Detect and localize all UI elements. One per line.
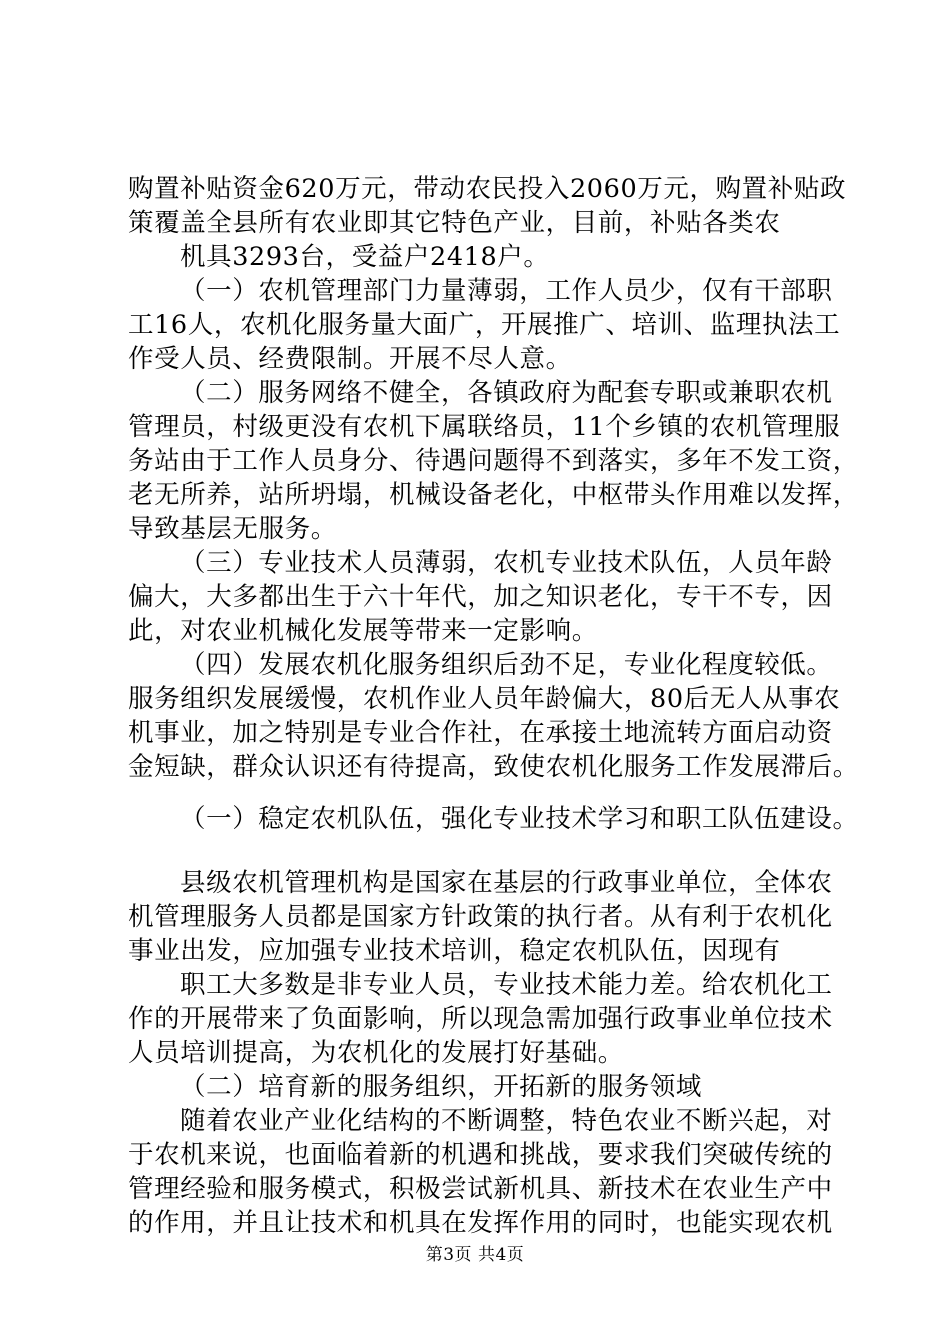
text-line-13: 偏大，大多都出生于六十年代，加之知识老化，专干不专，因 — [128, 582, 833, 612]
section-heading-2: （二）服务网络不健全，各镇政府为配套专职或兼职农机 — [180, 378, 833, 408]
section-heading-4: （四）发展农机化服务组织后劲不足，专业化程度较低。 — [180, 650, 833, 680]
text-line-28: 于农机来说，也面临着新的机遇和挑战，要求我们突破传统的 — [128, 1140, 833, 1170]
text-line-30: 的作用，并且让技术和机具在发挥作用的同时，也能实现农机 — [128, 1208, 833, 1238]
section-heading-1: （一）农机管理部门力量薄弱，工作人员少，仅有干部职 — [180, 276, 833, 306]
text-line-23: 职工大多数是非专业人员，专业技术能力差。给农机化工 — [180, 970, 833, 1000]
text-line-9: 务站由于工作人员身分、待遇问题得不到落实，多年不发工资， — [128, 446, 859, 476]
text-line-20: 县级农机管理机构是国家在基层的行政事业单位，全体农 — [180, 868, 833, 898]
text-line-2: 策覆盖全县所有农业即其它特色产业，目前，补贴各类农 — [128, 208, 781, 238]
section-heading-3: （三）专业技术人员薄弱，农机专业技术队伍，人员年龄 — [180, 548, 833, 578]
page-number-footer: 第3页 共4页 — [425, 1245, 525, 1265]
text-line-27: 随着农业产业化结构的不断调整，特色农业不断兴起，对 — [180, 1106, 833, 1136]
text-line-8: 管理员，村级更没有农机下属联络员，11个乡镇的农机管理服 — [128, 412, 841, 442]
text-line-25: 人员培训提高，为农机化的发展打好基础。 — [128, 1038, 624, 1068]
measure-heading-1: （一）稳定农机队伍，强化专业技术学习和职工队伍建设。 — [180, 804, 859, 834]
text-line-6: 作受人员、经费限制。开展不尽人意。 — [128, 344, 572, 374]
text-line-21: 机管理服务人员都是国家方针政策的执行者。从有利于农机化 — [128, 902, 833, 932]
measure-heading-2: （二）培育新的服务组织，开拓新的服务领域 — [180, 1072, 703, 1102]
text-line-22: 事业出发，应加强专业技术培训，稳定农机队伍，因现有 — [128, 936, 781, 966]
text-line-16: 服务组织发展缓慢，农机作业人员年龄偏大，80后无人从事农 — [128, 684, 841, 714]
document-body — [128, 172, 859, 1240]
text-line-5: 工16人，农机化服务量大面广，开展推广、培训、监理执法工 — [128, 310, 841, 340]
text-line-29: 管理经验和服务模式，积极尝试新机具、新技术在农业生产中 — [128, 1174, 833, 1204]
text-line-17: 机事业，加之特别是专业合作社，在承接土地流转方面启动资 — [128, 718, 833, 748]
text-line-1: 购置补贴资金620万元，带动农民投入2060万元，购置补贴政 — [128, 174, 847, 204]
text-line-18: 金短缺，群众认识还有待提高，致使农机化服务工作发展滞后。 — [128, 752, 859, 782]
text-line-14: 此，对农业机械化发展等带来一定影响。 — [128, 616, 598, 646]
text-line-10: 老无所养，站所坍塌，机械设备老化，中枢带头作用难以发挥， — [128, 480, 859, 510]
text-line-11: 导致基层无服务。 — [128, 514, 337, 544]
text-line-24: 作的开展带来了负面影响，所以现急需加强行政事业单位技术 — [128, 1004, 833, 1034]
text-line-3: 机具3293台，受益户2418户。 — [180, 242, 550, 272]
